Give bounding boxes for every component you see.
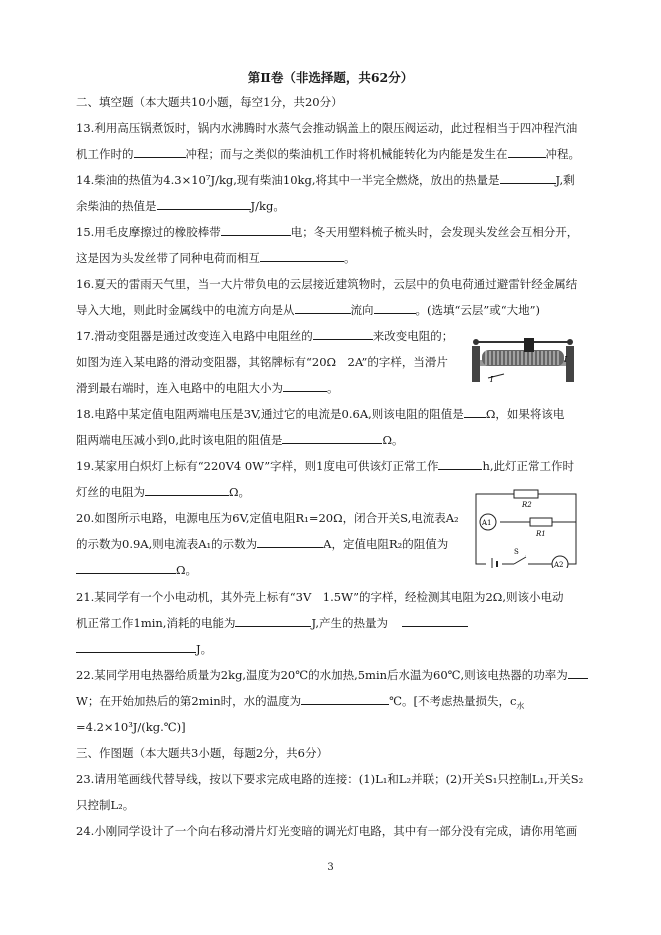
answer-blank[interactable] [282,432,382,444]
q17-line3: 滑到最右端时，连入电路中的电阻大小为 。 [76,381,339,395]
q23-line2: 只控制L₂。 [76,798,135,812]
q16-line1: 16.夏天的雷雨天气里，当一大片带负电的云层接近建筑物时，云层中的负电荷通过避雷针经金属结 [76,277,578,291]
answer-blank[interactable] [464,406,486,418]
q17-line2: 如图为连入某电路的滑动变阻器，其铭牌标有“20Ω 2A”的字样，当滑片 [76,355,448,369]
answer-blank[interactable] [301,693,389,705]
switch-label: S [514,548,519,556]
q23-line1: 23.请用笔画线代替导线，按以下要求完成电路的连接：(1)L₁和L₂并联；(2)开关S₁只控制L₁,开关S₂ [76,772,584,786]
answer-blank[interactable] [76,562,176,574]
q22-line2: W；在开始加热后的第2min时，水的温度为 ℃。[不考虑热量损失，$c_水$ [76,694,525,711]
answer-blank[interactable] [508,146,546,158]
a1-label: A1 [482,519,492,527]
q15-line1: 15.用毛皮摩擦过的橡胶棒带 电；冬天用塑料梳子梳头时，会发现头发丝会互相分开， [76,225,579,239]
circuit-diagram-figure [470,486,582,568]
q21-line1: 21.某同学有一个小电动机，其外壳上标有“3V 1.5W”的字样，经检测其电阻为2Ω,则该小电动 [76,590,564,604]
q14-line2: 余柴油的热值是 J/kg。 [76,199,285,213]
q17-line1: 17.滑动变阻器是通过改变连入电路中电阻丝的 来改变电阻的； [76,329,454,343]
q22-line3: =4.2×10³J/(kg.℃)] [76,720,186,734]
answer-blank[interactable] [374,302,416,314]
a2-label: A2 [554,561,564,568]
answer-blank[interactable] [145,484,229,496]
answer-blank[interactable] [313,328,373,340]
q21-line3: J。 [76,641,212,657]
answer-blank[interactable] [568,667,588,679]
page-title: 第Ⅱ卷（非选择题，共62分） [247,70,414,85]
answer-blank[interactable] [500,172,556,184]
page-number: 3 [327,862,334,873]
answer-blank[interactable] [235,615,311,627]
r1-label: R1 [536,530,546,538]
section-drawing-heading: 三、作图题（本大题共3小题，每题2分，共6分） [76,746,328,760]
answer-blank[interactable] [283,380,327,392]
q19-line1: 19.某家用白炽灯上标有“220V4 0W”字样，则1度电可供该灯正常工作 h,此灯正常工作时 [76,459,575,473]
answer-blank[interactable] [134,146,186,158]
q13-line1: 13.利用高压锅煮饭时，锅内水沸腾时水蒸气会推动锅盖上的限压阀运动，此过程相当于四冲程汽油 [76,121,578,135]
answer-blank[interactable] [295,302,351,314]
sliding-rheostat-figure [468,332,578,386]
q24-line1: 24.小刚同学设计了一个向右移动滑片灯光变暗的调光灯电路，其中有一部分没有完成，请你用笔画 [76,824,578,838]
q20-line2: 的示数为0.9A,则电流表A₁的示数为 A，定值电阻R₂的阻值为 [76,537,449,551]
q18-line2: 阻两端电压减小到0,此时该电阻的阻值是 Ω。 [76,433,404,447]
q16-line2: 导入大地，则此时金属线中的电流方向是从 流向 。(选填“云层”或“大地”) [76,303,540,317]
q14-line1: 14.柴油的热值为4.3×10⁷J/kg,现有柴油10kg,将其中一半完全燃烧，放出的热量是 J,剩 [76,173,575,187]
r2-label: R2 [522,501,532,509]
q20-line1: 20.如图所示电路，电源电压为6V,定值电阻R₁=20Ω，闭合开关S,电流表A₂ [76,511,459,525]
answer-blank[interactable] [402,615,468,627]
answer-blank[interactable] [221,224,291,236]
answer-blank[interactable] [157,198,251,210]
q21-line2: 机正常工作1min,消耗的电能为 J,产生的热量为 [76,615,468,631]
q22-line1: 22.某同学用电热器给质量为2kg,温度为20℃的水加热,5min后水温为60℃,则该电热器的功率为 [76,667,588,683]
answer-blank[interactable] [76,641,196,653]
q15-line2: 这是因为头发丝带了同种电荷而相互 。 [76,251,356,265]
q20-line3: Ω。 [76,562,197,578]
answer-blank[interactable] [257,536,323,548]
q19-line2: 灯丝的电阻为 Ω。 [76,485,251,499]
q13-line2: 机工作时的 冲程；而与之类似的柴油机工作时将机械能转化为内能是发生在 冲程。 [76,147,580,161]
q18-line1: 18.电路中某定值电阻两端电压是3V,通过它的电流是0.6A,则该电阻的阻值是 Ω，如果将该电 [76,407,565,421]
section-fill-in-heading: 二、填空题（本大题共10小题，每空1分，共20分） [76,95,343,109]
answer-blank[interactable] [438,458,482,470]
answer-blank[interactable] [260,250,344,262]
current-label-right: I [564,355,568,364]
current-label-left: I [490,375,494,384]
